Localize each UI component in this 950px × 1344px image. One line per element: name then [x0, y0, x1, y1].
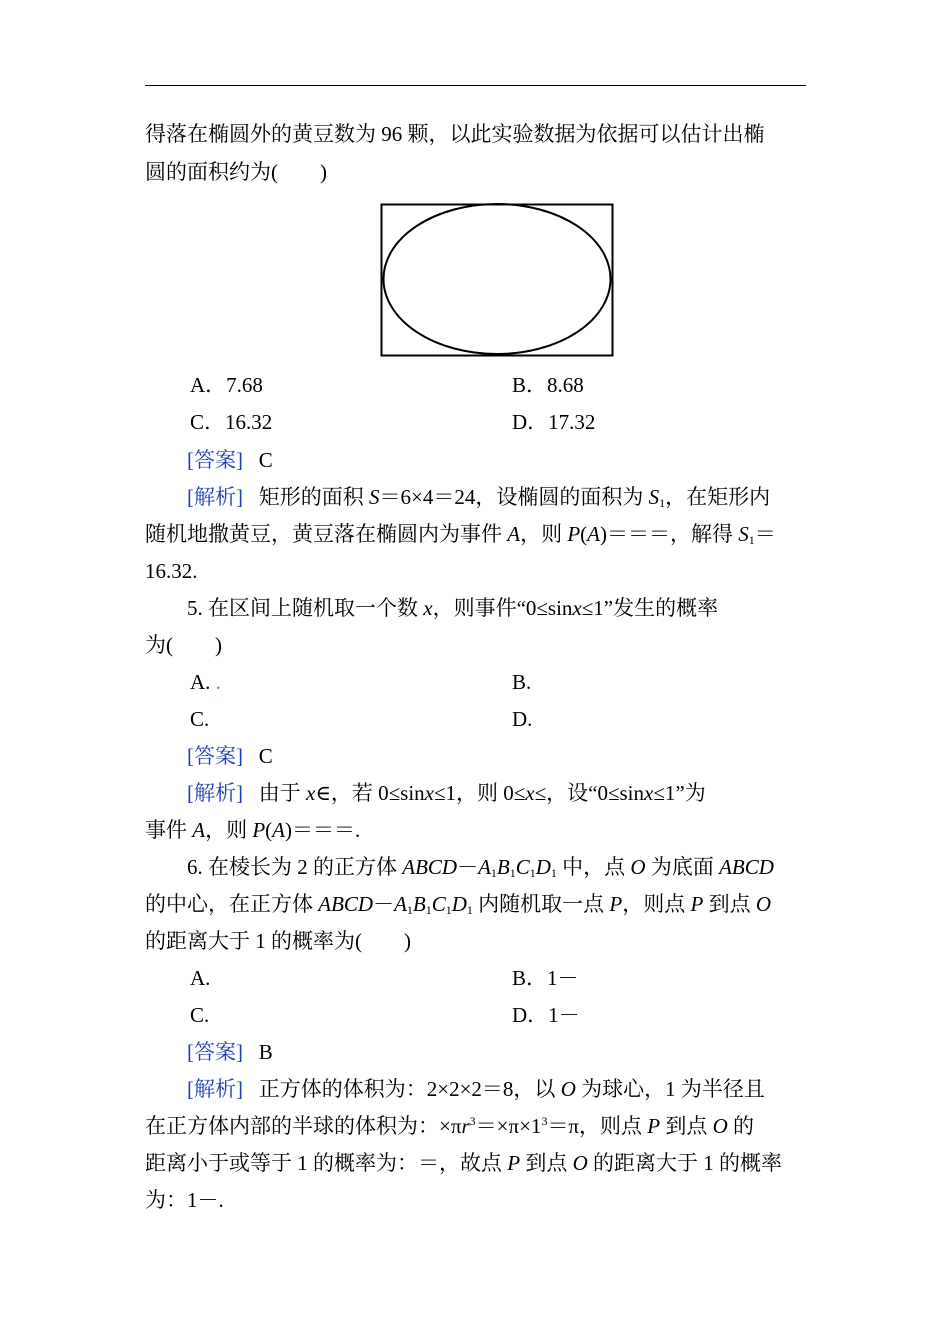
header-rule	[145, 85, 806, 86]
text: 矩形的面积	[258, 485, 369, 509]
answer-value: B	[258, 1040, 273, 1064]
q6-answer	[187, 1038, 273, 1066]
q4-answer	[187, 446, 273, 474]
math-var: S	[369, 485, 380, 509]
text: )＝＝＝，解得	[599, 522, 739, 546]
text: 5. 在区间上随机取一个数	[187, 596, 424, 620]
dot-mark: .	[215, 670, 221, 694]
math-var: O	[755, 892, 771, 916]
math-var: D	[535, 855, 551, 879]
q5-option-c: C.	[190, 707, 210, 731]
text: (	[265, 818, 273, 842]
math-var: O	[630, 855, 646, 879]
answer-value: C	[258, 448, 273, 472]
text: ＝	[754, 522, 776, 546]
q6-option-a: A.	[190, 966, 211, 990]
subscript: 1	[748, 533, 755, 547]
text: ，在矩形内	[665, 485, 771, 509]
analysis-label: [解析]	[187, 781, 243, 805]
subscript: 1	[406, 903, 413, 917]
text: 到点	[660, 1114, 713, 1138]
answer-label: [答案]	[187, 744, 243, 768]
math-var: O	[560, 1077, 576, 1101]
math-var: x	[306, 781, 316, 805]
q6-option-d: D．1－	[512, 1003, 580, 1027]
text: 的	[727, 1114, 755, 1138]
ellipse-shape	[384, 204, 611, 354]
math-var: A	[192, 818, 206, 842]
text: 随机地撒黄豆，黄豆落在椭圆内为事件	[145, 522, 508, 546]
superscript: 3	[541, 1114, 548, 1128]
text: ，则	[205, 818, 253, 842]
text: －	[457, 855, 479, 879]
text: ≤，设“0≤sin	[534, 781, 645, 805]
text: 6. 在棱长为 2 的正方体	[187, 855, 403, 879]
math-var: B	[412, 892, 426, 916]
math-var: A	[507, 522, 521, 546]
q4-stem-line1: 得落在椭圆外的黄豆数为 96 颗，以此实验数据为依据可以估计出椭	[145, 122, 765, 146]
answer-label: [答案]	[187, 448, 243, 472]
q4-analysis-line2	[145, 520, 776, 548]
subscript: 1	[529, 866, 536, 880]
text: 中，点	[556, 855, 631, 879]
analysis-label: [解析]	[187, 485, 243, 509]
q6-analysis-line2	[145, 1112, 754, 1140]
superscript: 3	[469, 1114, 476, 1128]
math-var: P	[567, 522, 581, 546]
q4-analysis-line1	[187, 483, 770, 511]
q5-analysis-line1	[187, 779, 706, 807]
text: ∈，若 0≤sin	[315, 781, 425, 805]
text: 的距离大于 1 的概率	[587, 1151, 782, 1175]
text: ≤1”发生的概率	[581, 596, 719, 620]
q6-stem-line3: 的距离大于 1 的概率为( )	[145, 929, 411, 953]
math-var: C	[515, 855, 530, 879]
text: 正方体的体积为：2×2×2＝8，以	[258, 1077, 561, 1101]
math-var: O	[572, 1151, 588, 1175]
math-var: S	[738, 522, 749, 546]
q4-option-d: D．17.32	[512, 410, 596, 434]
text: 到点	[703, 892, 756, 916]
math-var: P	[507, 1151, 521, 1175]
math-var: x	[423, 596, 433, 620]
text: 距离小于或等于 1 的概率为：＝，故点	[145, 1151, 508, 1175]
math-var: P	[252, 818, 266, 842]
q6-option-c: C.	[190, 1003, 210, 1027]
subscript: 1	[550, 866, 557, 880]
math-var: A	[587, 522, 600, 546]
q5-stem-line1	[187, 594, 718, 622]
text: 为底面	[645, 855, 720, 879]
ellipse-in-rectangle-figure	[380, 203, 614, 357]
subscript: 1	[425, 903, 432, 917]
text: 在正方体内部的半球的体积为：×π	[145, 1114, 462, 1138]
q4-option-a: A．7.68	[190, 373, 263, 397]
text: ，则	[520, 522, 568, 546]
math-var: ABCD	[318, 892, 374, 916]
text: A.	[190, 670, 211, 694]
subscript: 1	[490, 866, 497, 880]
q4-analysis-line3: 16.32.	[145, 559, 198, 583]
answer-label: [答案]	[187, 1040, 243, 1064]
answer-value: C	[258, 744, 273, 768]
q6-analysis-line3	[145, 1149, 782, 1177]
q4-stem-line2: 圆的面积约为( )	[145, 160, 327, 184]
q5-analysis-line2	[145, 816, 360, 844]
text: ＝π，则点	[547, 1114, 648, 1138]
text: 由于	[258, 781, 306, 805]
subscript: 1	[659, 496, 666, 510]
q6-stem-line2	[145, 890, 771, 918]
math-var: P	[609, 892, 623, 916]
math-var: x	[424, 781, 434, 805]
text: ≤1”为	[653, 781, 706, 805]
q5-option-b: B.	[512, 670, 532, 694]
q6-option-b: B．1－	[512, 966, 579, 990]
text: 内随机取一点	[472, 892, 610, 916]
text: ＝6×4＝24，设椭圆的面积为	[379, 485, 649, 509]
text: (	[580, 522, 588, 546]
math-var: r	[461, 1114, 470, 1138]
text: ≤1，则 0≤	[433, 781, 526, 805]
text: ，则事件“0≤sin	[432, 596, 573, 620]
math-var: O	[712, 1114, 728, 1138]
text: ＝×π×1	[475, 1114, 542, 1138]
math-var: S	[648, 485, 660, 509]
text: )＝＝＝.	[284, 818, 361, 842]
math-var: x	[572, 596, 582, 620]
subscript: 1	[466, 903, 473, 917]
math-var: x	[644, 781, 654, 805]
subscript: 1	[445, 903, 452, 917]
math-var: ABCD	[402, 855, 458, 879]
q4-option-c: C．16.32	[190, 410, 273, 434]
math-var: ABCD	[719, 855, 774, 879]
math-var: P	[647, 1114, 661, 1138]
math-var: x	[525, 781, 535, 805]
q5-option-a	[190, 668, 221, 696]
math-var: B	[496, 855, 510, 879]
text: －	[373, 892, 395, 916]
q5-stem-line2: 为( )	[145, 633, 222, 657]
text: 为球心，1 为半径且	[575, 1077, 765, 1101]
analysis-label: [解析]	[187, 1077, 243, 1101]
math-var: A	[478, 855, 491, 879]
q5-answer	[187, 742, 273, 770]
text: 的中心，在正方体	[145, 892, 319, 916]
text: 到点	[520, 1151, 573, 1175]
q6-stem-line1	[187, 853, 774, 881]
q6-analysis-line1	[187, 1075, 765, 1103]
q4-option-b: B．8.68	[512, 373, 584, 397]
math-var: A	[394, 892, 407, 916]
math-var: D	[451, 892, 467, 916]
math-var: P	[690, 892, 704, 916]
q6-analysis-line4: 为：1－.	[145, 1188, 224, 1212]
math-var: C	[431, 892, 446, 916]
text: ，则点	[622, 892, 691, 916]
text: 事件	[145, 818, 193, 842]
q5-option-d: D.	[512, 707, 533, 731]
subscript: 1	[509, 866, 516, 880]
math-var: A	[272, 818, 285, 842]
